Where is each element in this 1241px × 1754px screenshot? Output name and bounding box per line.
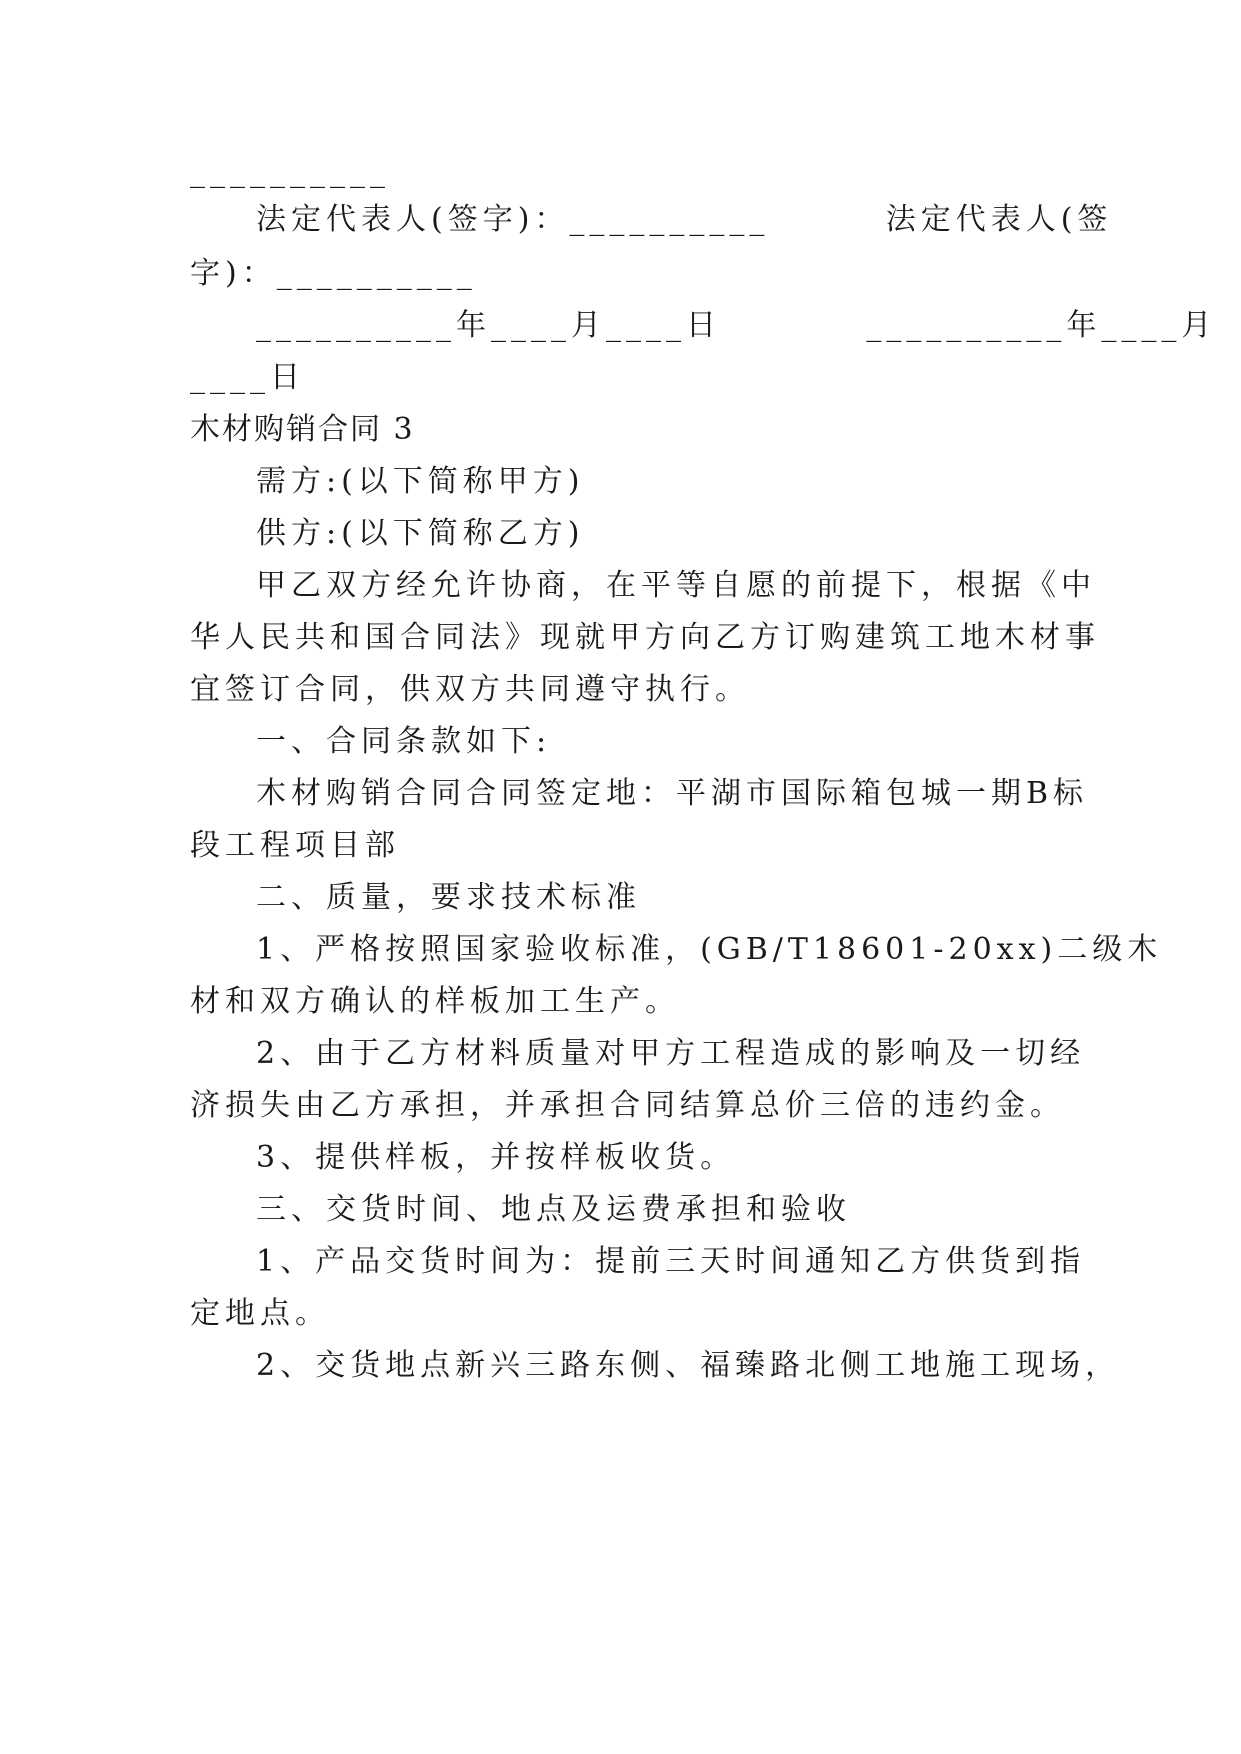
paragraph-line: 材和双方确认的样板加工生产。 bbox=[190, 984, 680, 1019]
paragraph-line: 段工程项目部 bbox=[190, 828, 400, 863]
paragraph-line: 定地点。 bbox=[190, 1296, 330, 1331]
paragraph-line: 2、由于乙方材料质量对甲方工程造成的影响及一切经 bbox=[256, 1036, 1086, 1071]
paragraph-line: 宜签订合同，供双方共同遵守执行。 bbox=[190, 672, 750, 707]
signature-line: __________ bbox=[190, 154, 390, 189]
paragraph-line: 1、严格按照国家验收标准，(GB/T18601-20xx)二级木 bbox=[256, 932, 1163, 967]
paragraph-line: 1、产品交货时间为：提前三天时间通知乙方供货到指 bbox=[256, 1244, 1086, 1279]
section-title: 木材购销合同 3 bbox=[190, 412, 415, 447]
legal-rep-signature-line: 法定代表人(签字)：__________ 法定代表人(签 bbox=[256, 202, 1113, 237]
paragraph-line: 华人民共和国合同法》现就甲方向乙方订购建筑工地木材事 bbox=[190, 620, 1100, 655]
clause-heading: 二、质量，要求技术标准 bbox=[256, 880, 641, 915]
paragraph-line: 甲乙双方经允许协商，在平等自愿的前提下，根据《中 bbox=[256, 568, 1096, 603]
paragraph-line: 3、提供样板，并按样板收货。 bbox=[256, 1140, 736, 1175]
paragraph-line: 2、交货地点新兴三路东侧、福臻路北侧工地施工现场， bbox=[256, 1348, 1121, 1383]
legal-rep-signature-line-cont: 字)：__________ bbox=[190, 256, 477, 291]
date-line-cont: ____日 bbox=[190, 360, 305, 395]
paragraph-line: 济损失由乙方承担，并承担合同结算总价三倍的违约金。 bbox=[190, 1088, 1065, 1123]
buyer-line: 需方:(以下简称甲方) bbox=[256, 464, 585, 499]
clause-heading: 三、交货时间、地点及运费承担和验收 bbox=[256, 1192, 851, 1227]
date-line: __________年____月____日 __________年____月 bbox=[256, 308, 1217, 343]
supplier-line: 供方:(以下简称乙方) bbox=[256, 516, 585, 551]
paragraph-line: 木材购销合同合同签定地：平湖市国际箱包城一期B标 bbox=[256, 776, 1089, 811]
clause-heading: 一、合同条款如下: bbox=[256, 724, 552, 759]
